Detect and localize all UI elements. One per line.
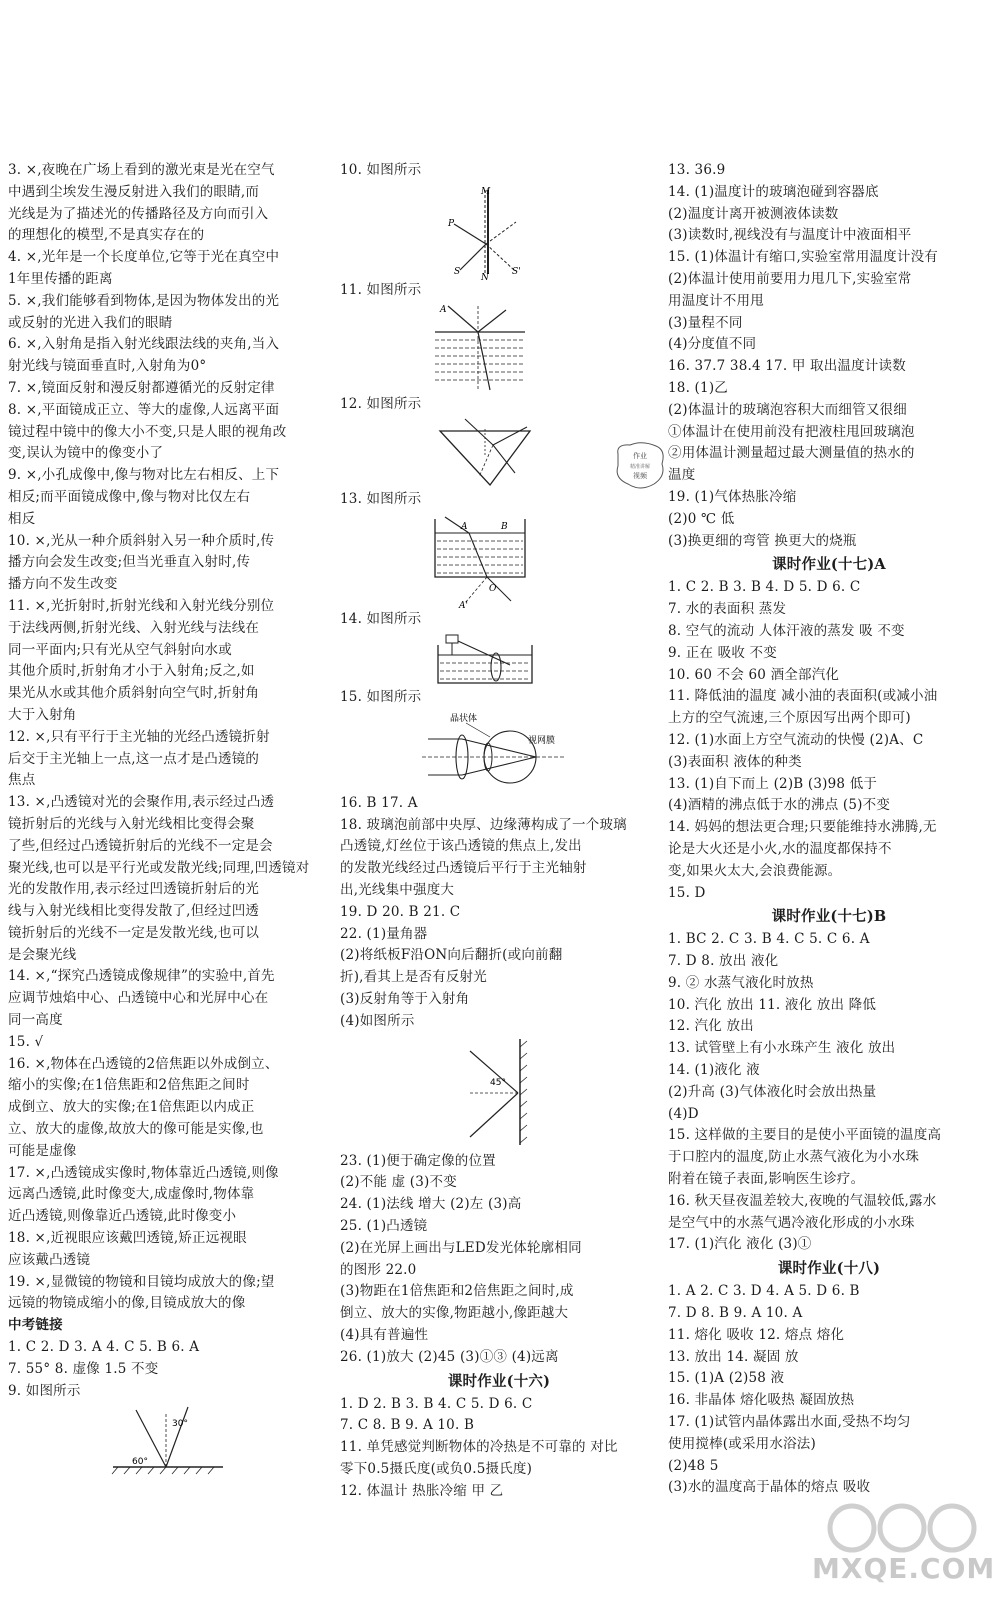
answer-line: 用温度计不用甩 <box>668 292 764 309</box>
right-answer-lines-b <box>668 577 990 904</box>
answer-line: 10. ×,光从一种介质斜射入另一种介质时,传 <box>8 532 275 549</box>
zhongkao-lines <box>8 1337 330 1402</box>
answer-line: 24. (1)法线 增大 (2)左 (3)高 <box>340 1196 522 1213</box>
fig10-label-M: M <box>481 186 491 197</box>
answer-line: (2)不能 虚 (3)不变 <box>340 1174 457 1191</box>
answer-line: 7. 55° 8. 虚像 1.5 不变 <box>8 1360 159 1377</box>
answer-line: 缩小的实像;在1倍焦距和2倍焦距之间时 <box>8 1077 250 1094</box>
answer-line: 1. D 2. B 3. B 4. C 5. D 6. C <box>340 1395 533 1412</box>
answer-line: 9. ② 水蒸气液化时放热 <box>668 974 814 991</box>
answer-line: 射光线与镜面垂直时,入射角为0° <box>8 358 207 375</box>
answer-line: 是会聚光线 <box>8 946 77 963</box>
answer-line: 15. 这样做的主要目的是使小平面镜的温度高 <box>668 1127 942 1144</box>
answer-line: 11. 单凭感觉判断物体的冷热是不可靠的 对比 <box>340 1439 618 1456</box>
fig10-label-N: N <box>481 272 489 280</box>
answer-line: 聚光线,也可以是平行光或发散光线;同理,凹透镜对 <box>8 859 310 876</box>
fig10-label-S-prime: S' <box>512 266 521 277</box>
answer-line: (3)表面积 液体的种类 <box>668 753 802 770</box>
answer-line: 是空气中的水蒸气遇冷液化形成的小水珠 <box>668 1214 915 1231</box>
answer-line: 镜折射后的光线与入射光线相比变得会聚 <box>8 815 255 832</box>
q13-label: 13. 如图所示 <box>340 491 422 508</box>
answer-line: 7. 水的表面积 蒸发 <box>668 601 787 618</box>
figure-14-tank-lens <box>430 631 658 687</box>
left-answer-lines <box>8 160 330 1315</box>
answer-line: 线与入射光线相比变得发散了,但经过凹透 <box>8 903 260 920</box>
answer-line: 于口腔内的温度,防止水蒸气液化为小水珠 <box>668 1149 920 1166</box>
answer-line: 果光从水或其他介质斜射向空气时,折射角 <box>8 685 260 702</box>
answer-line: 播方向不发生改变 <box>8 576 118 593</box>
answer-line: 应调节烛焰中心、凸透镜中心和光屏中心在 <box>8 990 269 1007</box>
section-17b-heading: 课时作业(十七)B <box>771 908 887 926</box>
answer-line: 镜过程中镜中的像大小不变,只是人眼的视角改 <box>8 423 287 440</box>
answer-line: 19. (1)气体热胀冷缩 <box>668 488 797 505</box>
answer-line: 13. 36.9 <box>668 162 726 178</box>
answer-line: 13. ×,凸透镜对光的会聚作用,表示经过凸透 <box>8 794 275 811</box>
answer-line: (2)将纸板F沿ON向后翻折(或向前翻 <box>340 947 563 964</box>
answer-line: (2)体温计使用前要用力甩几下,实验室常 <box>668 270 912 287</box>
answer-line: 16. ×,物体在凸透镜的2倍焦距以外成倒立、 <box>8 1055 279 1072</box>
answer-line: 12. 汽化 放出 <box>668 1018 754 1035</box>
answer-line: 相反;而平面镜成像中,像与物对比仅左右 <box>8 488 251 505</box>
answer-line: 同一平面内;只有光从空气斜射向水或 <box>8 641 232 658</box>
answer-line: 19. ×,显微镜的物镜和目镜均成放大的像;望 <box>8 1273 275 1290</box>
answer-line: (3)物距在1倍焦距和2倍焦距之间时,成 <box>340 1283 574 1300</box>
answer-line: 变,误认为镜中的像变小了 <box>8 445 164 462</box>
answer-line: 13. (1)自下而上 (2)B (3)98 低于 <box>668 775 878 792</box>
fig13-label-A: A <box>461 522 468 533</box>
section-16-heading: 课时作业(十六) <box>447 1372 551 1390</box>
answer-line: 使用搅棒(或采用水浴法) <box>668 1435 816 1452</box>
answer-line: 出,光线集中强度大 <box>340 881 455 898</box>
answer-line: 18. ×,近视眼应该戴凹透镜,矫正远视眼 <box>8 1230 247 1247</box>
answer-line: 12. ×,只有平行于主光轴的光经凸透镜折射 <box>8 728 270 745</box>
answer-line: 温度 <box>668 467 696 484</box>
answer-line: 14. ×,“探究凸透镜成像规律”的实验中,首先 <box>8 968 275 985</box>
section-18-heading: 课时作业(十八) <box>777 1260 881 1278</box>
watermark-text: MXQE.COM <box>812 1552 996 1585</box>
answer-line: (4)D <box>668 1105 699 1122</box>
answer-line: (3)量程不同 <box>668 314 743 331</box>
answer-line: 17. ×,凸透镜成实像时,物体靠近凸透镜,则像 <box>8 1164 279 1181</box>
answer-line: 1. A 2. C 3. D 4. A 5. D 6. B <box>668 1283 860 1300</box>
answer-line: (2)升高 (3)气体液化时会放出热量 <box>668 1083 877 1100</box>
answer-line: 1. BC 2. C 3. B 4. C 5. C 6. A <box>668 931 870 948</box>
answer-line: 11. 降低油的温度 减小油的表面积(或减小油 <box>668 688 938 705</box>
answer-line: 18. 玻璃泡前部中央厚、边缘薄构成了一个玻璃 <box>340 816 627 833</box>
answer-line: (3)读数时,视线没有与温度计中液面相平 <box>668 227 912 244</box>
watermark-logo <box>812 1500 996 1596</box>
figure-11-water-refraction <box>430 302 658 394</box>
answer-line: 凸透镜,灯丝位于该凸透镜的焦点上,发出 <box>340 838 582 855</box>
answer-line: 15. (1)A (2)58 液 <box>668 1370 785 1387</box>
answer-line: 的图形 22.0 <box>340 1261 417 1278</box>
answer-line: (2)温度计离开被测液体读数 <box>668 205 839 222</box>
answer-line: 1年里传播的距离 <box>8 270 113 287</box>
answer-line: 光线是为了描述光的传播路径及方向而引入 <box>8 205 269 222</box>
answer-line: ①体温计在使用前没有把液柱甩回玻璃泡 <box>668 423 915 440</box>
svg-text:作业: 作业 <box>633 452 647 460</box>
fig10-label-P: P <box>448 218 455 229</box>
answer-line: (4)如图所示 <box>340 1012 415 1029</box>
answer-line: 16. 秋天昼夜温差较大,夜晚的气温较低,露水 <box>668 1192 937 1209</box>
answer-line: 同一高度 <box>8 1012 63 1029</box>
answer-line: 零下0.5摄氏度(或负0.5摄氏度) <box>340 1460 533 1477</box>
answer-line: 16. 非晶体 熔化吸热 凝固放热 <box>668 1392 855 1409</box>
answer-line: 14. (1)液化 液 <box>668 1062 760 1079</box>
left-column <box>8 160 330 1477</box>
answer-line: 倒立、放大的实像,物距越小,像距越大 <box>340 1305 569 1322</box>
answer-line: 变,如果火太大,会浪费能源。 <box>668 862 842 879</box>
answer-line: 8. 空气的流动 人体汗液的蒸发 吸 不变 <box>668 622 905 639</box>
answer-line: 25. (1)凸透镜 <box>340 1217 428 1234</box>
answer-line: 上方的空气流速,三个原因写出两个即可) <box>668 710 911 727</box>
answer-line: 15. D <box>668 884 706 901</box>
answer-line: 10. 60 不会 60 酒全部汽化 <box>668 666 840 683</box>
answer-line: 12. 体温计 热胀冷缩 甲 乙 <box>340 1482 504 1499</box>
answer-line: 22. (1)量角器 <box>340 925 428 942</box>
answer-line: 播方向会发生改变;但当光垂直入射时,传 <box>8 554 251 571</box>
answer-line: ②用体温计测量超过最大测量值的热水的 <box>668 445 915 462</box>
fig11-label-A: A <box>440 304 447 315</box>
answer-line: 附着在镜子表面,影响医生诊疗。 <box>668 1171 865 1188</box>
answer-line: 可能是虚像 <box>8 1142 77 1159</box>
q14-label: 14. 如图所示 <box>340 611 422 628</box>
answer-line: 11. 熔化 吸收 12. 熔点 熔化 <box>668 1326 845 1343</box>
svg-text:视频: 视频 <box>633 472 647 480</box>
answer-line: 19. D 20. B 21. C <box>340 903 461 920</box>
answer-line: 16. B 17. A <box>340 794 418 811</box>
figure-9-reflection <box>108 1402 330 1477</box>
answer-line: 其他介质时,折射角才小于入射角;反之,如 <box>8 663 255 680</box>
answer-line: (4)分度值不同 <box>668 336 757 353</box>
svg-text:精准讲解: 精准讲解 <box>629 464 651 470</box>
answer-line: (3)换更细的弯管 换更大的烧瓶 <box>668 532 857 549</box>
answer-line: 13. 试管壁上有小水珠产生 液化 放出 <box>668 1040 896 1057</box>
middle-answer-lines-c <box>340 1394 658 1503</box>
fig15-label-lens: 晶状体 <box>450 713 478 724</box>
middle-column <box>340 160 658 1503</box>
answer-line: 焦点 <box>8 772 36 789</box>
answer-line: 成倒立、放大的实像;在1倍焦距以内成正 <box>8 1099 255 1116</box>
answer-line: 26. (1)放大 (2)45 (3)①③ (4)远离 <box>340 1348 559 1365</box>
q10-label: 10. 如图所示 <box>340 162 422 178</box>
q12-label: 12. 如图所示 <box>340 395 422 412</box>
figure-10-mirror <box>440 182 658 280</box>
answer-line: 9. 正在 吸收 不变 <box>668 644 777 661</box>
answer-line: 3. ×,夜晚在广场上看到的激光束是光在空气 <box>8 162 275 178</box>
figure-15-eye <box>420 709 658 793</box>
fig15-label-retina: 视网膜 <box>528 735 556 746</box>
q11-label: 11. 如图所示 <box>340 281 422 298</box>
answer-line: 4. ×,光年是一个长度单位,它等于光在真空中 <box>8 249 280 266</box>
answer-line: (3)水的温度高于晶体的熔点 吸收 <box>668 1479 871 1496</box>
answer-line: (4)具有普遍性 <box>340 1326 429 1343</box>
answer-line: 7. ×,镜面反射和漫反射都遵循光的反射定律 <box>8 379 275 396</box>
answer-line: 镜折射后的光线不一定是发散光线,也可以 <box>8 924 260 941</box>
answer-line: 14. 妈妈的想法更合理;只要能维持水沸腾,无 <box>668 819 937 836</box>
answer-line: 的发散光线经过凸透镜后平行于主光轴射 <box>340 860 587 877</box>
answer-line: 1. C 2. B 3. B 4. D 5. D 6. C <box>668 579 861 596</box>
answer-line: 远离凸透镜,此时像变大,成虚像时,物体靠 <box>8 1186 255 1203</box>
right-answer-lines-a <box>668 160 990 552</box>
middle-answer-lines-a <box>340 793 658 1033</box>
answer-line: (2)体温计的玻璃泡容积大而细管又很细 <box>668 401 907 418</box>
answer-line: 14. (1)温度计的玻璃泡碰到容器底 <box>668 183 879 200</box>
middle-answer-lines-b <box>340 1151 658 1369</box>
fig13-label-B: B <box>501 522 508 533</box>
figure-22-mirror <box>450 1033 658 1151</box>
answer-line: 17. (1)汽化 液化 (3)① <box>668 1236 812 1253</box>
fig13-label-O: O <box>489 584 497 595</box>
answer-line: 7. C 8. B 9. A 10. B <box>340 1417 475 1434</box>
stamp-logo <box>612 440 668 492</box>
answer-line: 于法线两侧,折射光线、入射光线与法线在 <box>8 619 260 636</box>
answer-line: 15. √ <box>8 1033 44 1050</box>
answer-line: 15. (1)体温计有缩口,实验室常用温度计没有 <box>668 249 938 266</box>
zhongkao-heading: 中考链接 <box>8 1317 63 1334</box>
answer-line: 13. 放出 14. 凝固 放 <box>668 1348 799 1365</box>
answer-line: 7. D 8. 放出 液化 <box>668 953 779 970</box>
answer-line: 9. 如图所示 <box>8 1382 81 1399</box>
answer-line: (4)酒精的沸点低于水的沸点 (5)不变 <box>668 797 891 814</box>
fig9-angle-60: 60° <box>132 1457 148 1468</box>
fig9-angle-30: 30° <box>172 1419 188 1430</box>
answer-line: 光的发散作用,表示经过凹透镜折射后的光 <box>8 881 260 898</box>
q15-label: 15. 如图所示 <box>340 688 422 705</box>
answer-line: 论是大火还是小火,水的温度都保持不 <box>668 840 892 857</box>
answer-line: 23. (1)便于确定像的位置 <box>340 1152 496 1169</box>
answer-line: 中遇到尘埃发生漫反射进入我们的眼睛,而 <box>8 183 260 200</box>
answer-line: 的理想化的模型,不是真实存在的 <box>8 227 205 244</box>
answer-line: 8. ×,平面镜成正立、等大的虚像,人远离平面 <box>8 401 280 418</box>
answer-line: 远镜的物镜成缩小的像,目镜成放大的像 <box>8 1295 246 1312</box>
answer-line: 10. 汽化 放出 11. 液化 放出 降低 <box>668 996 877 1013</box>
answer-line: 立、放大的虚像,故放大的像可能是实像,也 <box>8 1121 264 1138</box>
answer-line: 大于入射角 <box>8 706 77 723</box>
fig22-angle: 45° <box>490 1077 506 1088</box>
answer-line: 11. ×,光折射时,折射光线和入射光线分别位 <box>8 597 275 614</box>
answer-line: 5. ×,我们能够看到物体,是因为物体发出的光 <box>8 292 280 309</box>
right-answer-lines-d <box>668 1281 990 1499</box>
figure-13-container <box>425 511 658 609</box>
answer-line: 17. (1)试管内晶体露出水面,受热不均匀 <box>668 1414 911 1431</box>
answer-line: 了些,但经过凸透镜折射后的光线不一定是会 <box>8 837 273 854</box>
answer-line: 近凸透镜,则像靠近凸透镜,此时像变小 <box>8 1208 237 1225</box>
answer-line: (3)反射角等于入射角 <box>340 990 470 1007</box>
answer-line: 应该戴凸透镜 <box>8 1251 91 1268</box>
answer-line: 16. 37.7 38.4 17. 甲 取出温度计读数 <box>668 358 906 375</box>
right-column <box>668 160 990 1499</box>
right-answer-lines-c <box>668 929 990 1256</box>
answer-line: 相反 <box>8 510 36 527</box>
answer-line: 后交于主光轴上一点,这一点才是凸透镜的 <box>8 750 260 767</box>
answer-line: 18. (1)乙 <box>668 379 728 396</box>
answer-line: 1. C 2. D 3. A 4. C 5. B 6. A <box>8 1339 200 1356</box>
answer-line: 6. ×,入射角是指入射光线跟法线的夹角,当入 <box>8 336 280 353</box>
answer-line: (2)在光屏上画出与LED发光体轮廓相同 <box>340 1239 582 1256</box>
answer-line: 7. D 8. B 9. A 10. A <box>668 1305 803 1322</box>
answer-line: 折),看其上是否有反射光 <box>340 969 487 986</box>
answer-line: 12. (1)水面上方空气流动的快慢 (2)A、C <box>668 731 924 748</box>
answer-line: 9. ×,小孔成像中,像与物对比左右相反、上下 <box>8 467 280 484</box>
answer-line: (2)48 5 <box>668 1457 719 1474</box>
answer-line: (2)0 ℃ 低 <box>668 510 735 527</box>
section-17a-heading: 课时作业(十七)A <box>772 556 886 574</box>
answer-line: 或反射的光进入我们的眼睛 <box>8 314 173 331</box>
fig13-label-A-prime: A' <box>459 601 468 610</box>
fig10-label-S: S <box>454 266 461 277</box>
